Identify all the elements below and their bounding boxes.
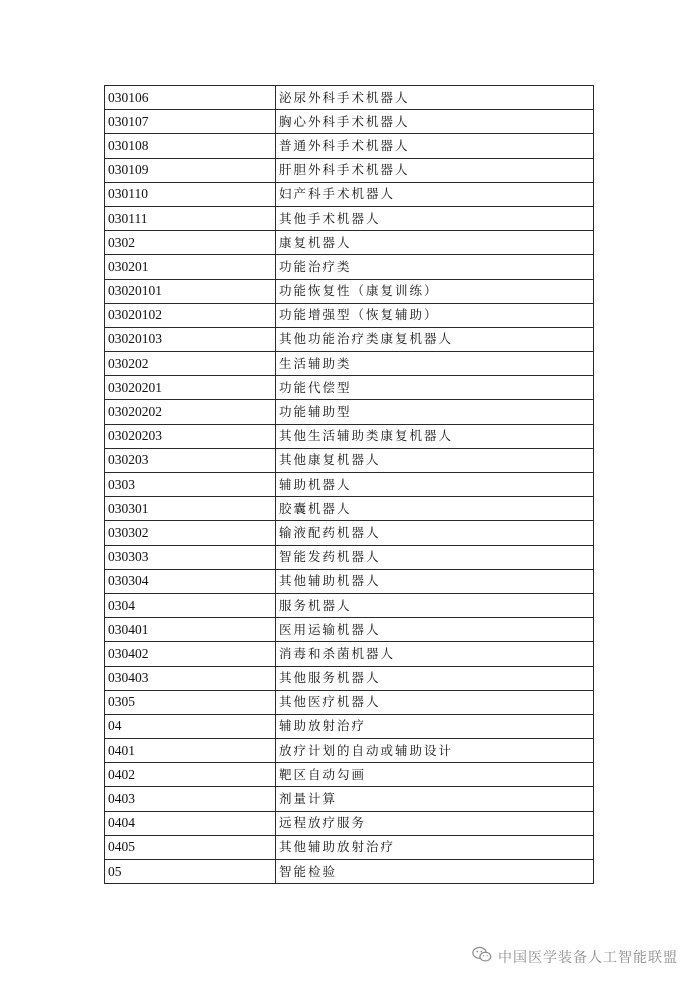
watermark-text: 中国医学装备人工智能联盟	[498, 949, 678, 966]
name-cell: 放疗计划的自动或辅助设计	[276, 739, 594, 763]
table-row	[105, 666, 594, 690]
classification-table	[104, 85, 594, 884]
table-row	[105, 811, 594, 835]
table-row	[105, 739, 594, 763]
code-cell: 030202	[105, 352, 276, 376]
table-row	[105, 134, 594, 158]
code-cell: 030111	[105, 206, 276, 230]
table-row	[105, 497, 594, 521]
table-row	[105, 569, 594, 593]
code-cell: 03020202	[105, 400, 276, 424]
table-row	[105, 448, 594, 472]
table-row	[105, 376, 594, 400]
name-cell: 其他功能治疗类康复机器人	[276, 327, 594, 351]
name-cell: 泌尿外科手术机器人	[276, 86, 594, 110]
code-cell: 03020102	[105, 303, 276, 327]
code-cell: 030107	[105, 110, 276, 134]
name-cell: 智能检验	[276, 860, 594, 884]
name-cell: 输液配药机器人	[276, 521, 594, 545]
code-cell: 030403	[105, 666, 276, 690]
code-cell: 0304	[105, 593, 276, 617]
name-cell: 智能发药机器人	[276, 545, 594, 569]
name-cell: 其他康复机器人	[276, 448, 594, 472]
code-cell: 030109	[105, 158, 276, 182]
table-row	[105, 303, 594, 327]
code-cell: 030303	[105, 545, 276, 569]
code-cell: 04	[105, 714, 276, 738]
name-cell: 其他生活辅助类康复机器人	[276, 424, 594, 448]
name-cell: 其他辅助放射治疗	[276, 835, 594, 859]
table-row	[105, 182, 594, 206]
code-cell: 030302	[105, 521, 276, 545]
name-cell: 其他医疗机器人	[276, 690, 594, 714]
code-cell: 0402	[105, 763, 276, 787]
code-cell: 0305	[105, 690, 276, 714]
name-cell: 消毒和杀菌机器人	[276, 642, 594, 666]
name-cell: 远程放疗服务	[276, 811, 594, 835]
table-row	[105, 593, 594, 617]
code-cell: 030301	[105, 497, 276, 521]
table-row	[105, 618, 594, 642]
name-cell: 胶囊机器人	[276, 497, 594, 521]
code-cell: 05	[105, 860, 276, 884]
table-row	[105, 255, 594, 279]
name-cell: 功能代偿型	[276, 376, 594, 400]
code-cell: 0403	[105, 787, 276, 811]
name-cell: 功能增强型（恢复辅助）	[276, 303, 594, 327]
name-cell: 肝胆外科手术机器人	[276, 158, 594, 182]
code-cell: 03020101	[105, 279, 276, 303]
code-cell: 030203	[105, 448, 276, 472]
table-row	[105, 860, 594, 884]
name-cell: 医用运输机器人	[276, 618, 594, 642]
table-row	[105, 424, 594, 448]
code-cell: 0401	[105, 739, 276, 763]
table-row	[105, 763, 594, 787]
name-cell: 剂量计算	[276, 787, 594, 811]
table-row	[105, 158, 594, 182]
code-cell: 030110	[105, 182, 276, 206]
name-cell: 辅助放射治疗	[276, 714, 594, 738]
code-cell: 03020201	[105, 376, 276, 400]
table-row	[105, 327, 594, 351]
code-cell: 03020103	[105, 327, 276, 351]
table-row	[105, 279, 594, 303]
code-cell: 0405	[105, 835, 276, 859]
code-cell: 030201	[105, 255, 276, 279]
code-cell: 0404	[105, 811, 276, 835]
code-cell: 030401	[105, 618, 276, 642]
code-cell: 03020203	[105, 424, 276, 448]
name-cell: 胸心外科手术机器人	[276, 110, 594, 134]
name-cell: 服务机器人	[276, 593, 594, 617]
name-cell: 辅助机器人	[276, 473, 594, 497]
table-row	[105, 642, 594, 666]
table-body	[105, 86, 594, 884]
name-cell: 康复机器人	[276, 231, 594, 255]
table-row	[105, 690, 594, 714]
code-cell: 0303	[105, 473, 276, 497]
table-row	[105, 352, 594, 376]
name-cell: 其他辅助机器人	[276, 569, 594, 593]
table-row	[105, 110, 594, 134]
name-cell: 妇产科手术机器人	[276, 182, 594, 206]
table-row	[105, 231, 594, 255]
name-cell: 生活辅助类	[276, 352, 594, 376]
name-cell: 功能恢复性（康复训练）	[276, 279, 594, 303]
table-row	[105, 545, 594, 569]
table-row	[105, 400, 594, 424]
code-cell: 0302	[105, 231, 276, 255]
table-row	[105, 835, 594, 859]
table-row	[105, 521, 594, 545]
table-row	[105, 714, 594, 738]
table-row	[105, 787, 594, 811]
name-cell: 其他服务机器人	[276, 666, 594, 690]
code-cell: 030402	[105, 642, 276, 666]
table-row	[105, 86, 594, 110]
name-cell: 功能治疗类	[276, 255, 594, 279]
wechat-icon	[472, 946, 492, 967]
name-cell: 普通外科手术机器人	[276, 134, 594, 158]
code-cell: 030304	[105, 569, 276, 593]
name-cell: 功能辅助型	[276, 400, 594, 424]
table-row	[105, 473, 594, 497]
code-cell: 030106	[105, 86, 276, 110]
code-cell: 030108	[105, 134, 276, 158]
name-cell: 靶区自动勾画	[276, 763, 594, 787]
name-cell: 其他手术机器人	[276, 206, 594, 230]
watermark	[472, 946, 678, 967]
table-row	[105, 206, 594, 230]
